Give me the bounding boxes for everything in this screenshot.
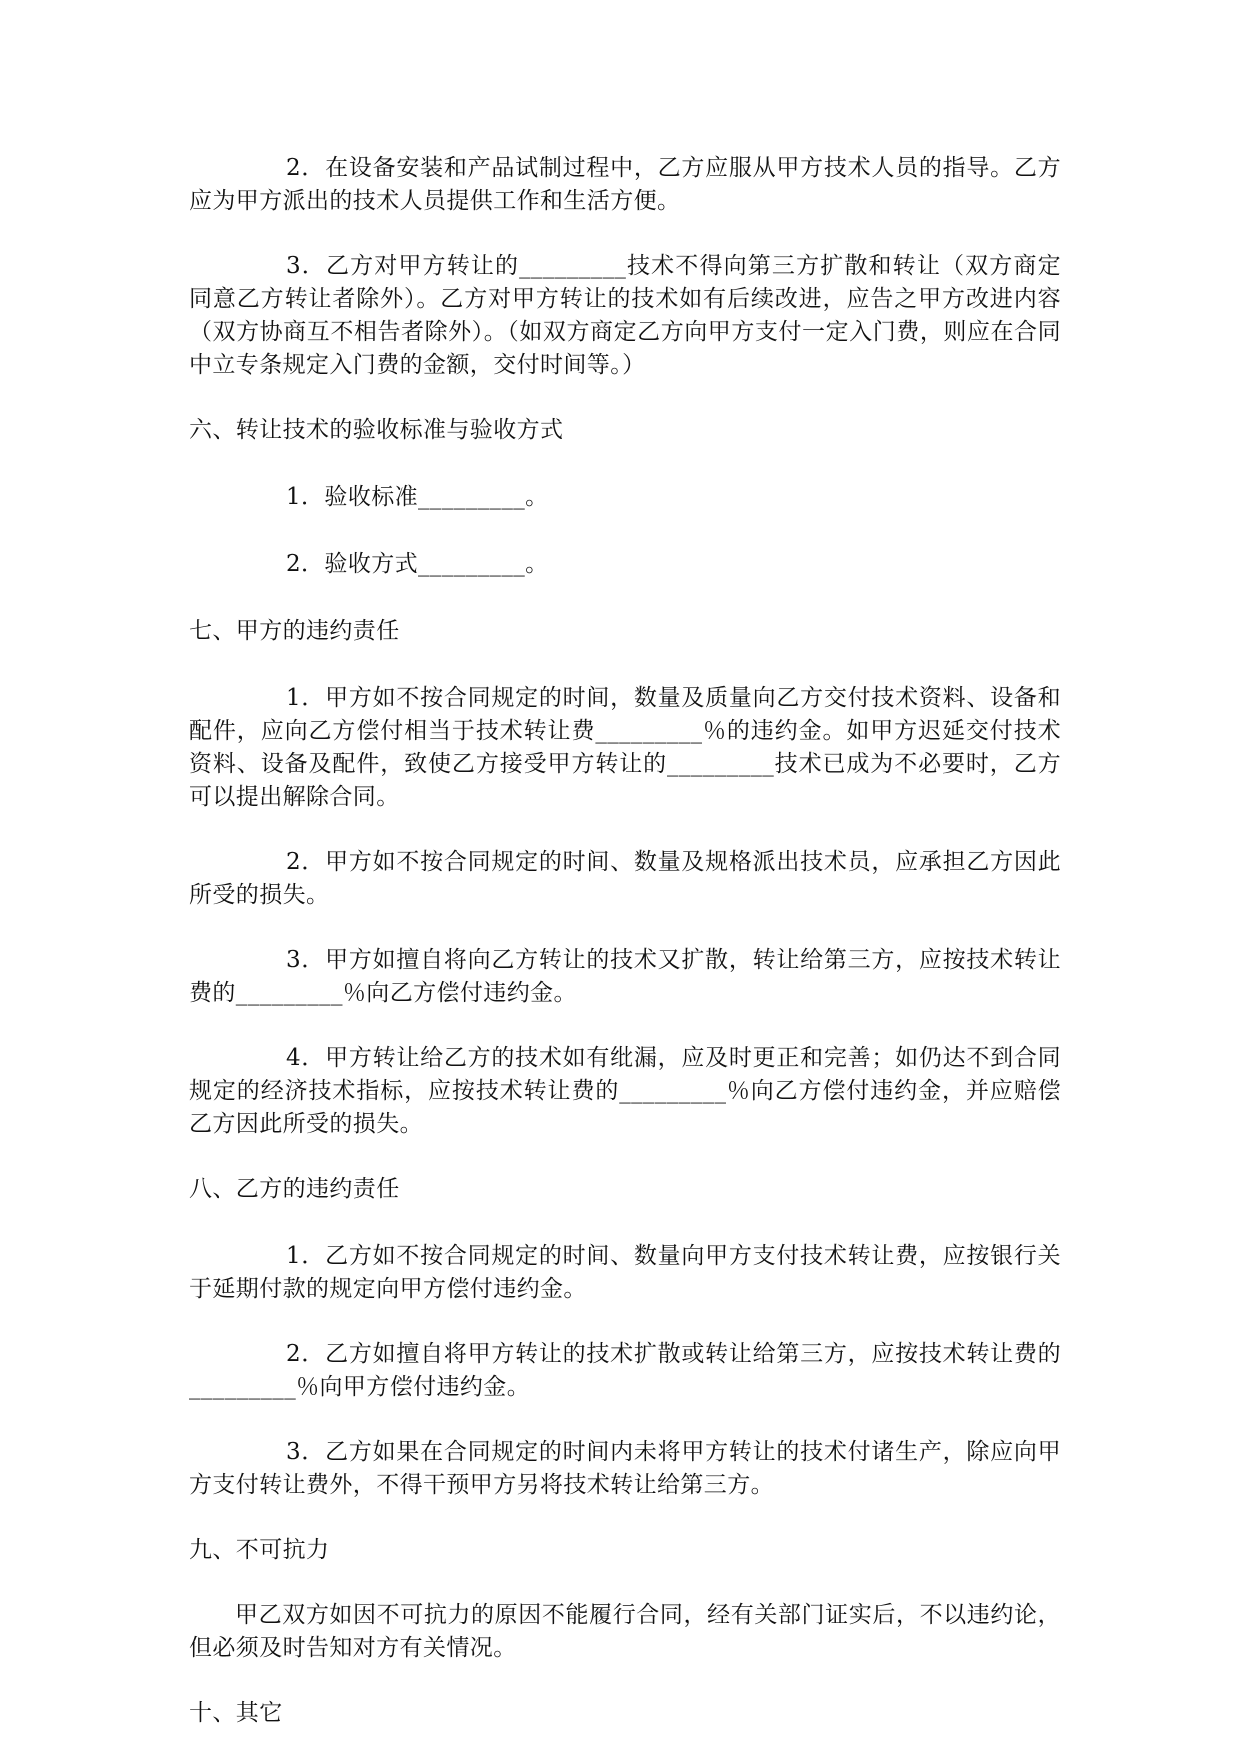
section7-item-3: 3．甲方如擅自将向乙方转让的技术又扩散，转让给第三方，应按技术转让费的_________％向乙方偿付违约金。 bbox=[189, 947, 1061, 1006]
section7-heading: 七、甲方的违约责任 bbox=[189, 618, 400, 644]
section9-paragraph: 甲乙双方如因不可抗力的原因不能履行合同，经有关部门证实后，不以违约论，但必须及时告知对方有关情况。 bbox=[189, 1602, 1061, 1661]
section6-item-1: 1．验收标准_________。 bbox=[286, 484, 549, 510]
section8-item-3: 3．乙方如果在合同规定的时间内未将甲方转让的技术付诸生产，除应向甲方支付转让费外，不得干预甲方另将技术转让给第三方。 bbox=[189, 1439, 1061, 1498]
section8-item-2: 2．乙方如擅自将甲方转让的技术扩散或转让给第三方，应按技术转让费的_________％向甲方偿付违约金。 bbox=[189, 1341, 1061, 1400]
section6-item-2: 2．验收方式_________。 bbox=[286, 551, 549, 577]
section9-heading: 九、不可抗力 bbox=[189, 1537, 330, 1563]
section6-heading: 六、转让技术的验收标准与验收方式 bbox=[189, 417, 564, 443]
section7-item-1: 1．甲方如不按合同规定的时间，数量及质量向乙方交付技术资料、设备和配件，应向乙方偿付相当于技术转让费_________％的违约金。如甲方迟延交付技术资料、设备及配件，致使乙方接受甲方转让的_________技术已成为不必要时，乙方可以提出解除合同。 bbox=[189, 685, 1061, 810]
section10-heading: 十、其它 bbox=[189, 1700, 283, 1726]
section5-item-2: 2．在设备安装和产品试制过程中，乙方应服从甲方技术人员的指导。乙方应为甲方派出的技术人员提供工作和生活方便。 bbox=[189, 155, 1061, 214]
section8-item-1: 1．乙方如不按合同规定的时间、数量向甲方支付技术转让费，应按银行关于延期付款的规定向甲方偿付违约金。 bbox=[189, 1243, 1061, 1302]
section7-item-4: 4．甲方转让给乙方的技术如有纰漏，应及时更正和完善；如仍达不到合同规定的经济技术指标，应按技术转让费的_________％向乙方偿付违约金，并应赔偿乙方因此所受的损失。 bbox=[189, 1045, 1061, 1137]
document-page bbox=[189, 152, 1061, 1730]
section5-item-3: 3．乙方对甲方转让的_________技术不得向第三方扩散和转让（双方商定同意乙方转让者除外）。乙方对甲方转让的技术如有后续改进，应告之甲方改进内容（双方协商互不相告者除外）。（如双方商定乙方向甲方支付一定入门费，则应在合同中立专条规定入门费的金额，交付时间等。） bbox=[189, 253, 1061, 378]
section7-item-2: 2．甲方如不按合同规定的时间、数量及规格派出技术员，应承担乙方因此所受的损失。 bbox=[189, 849, 1061, 908]
section8-heading: 八、乙方的违约责任 bbox=[189, 1176, 400, 1202]
